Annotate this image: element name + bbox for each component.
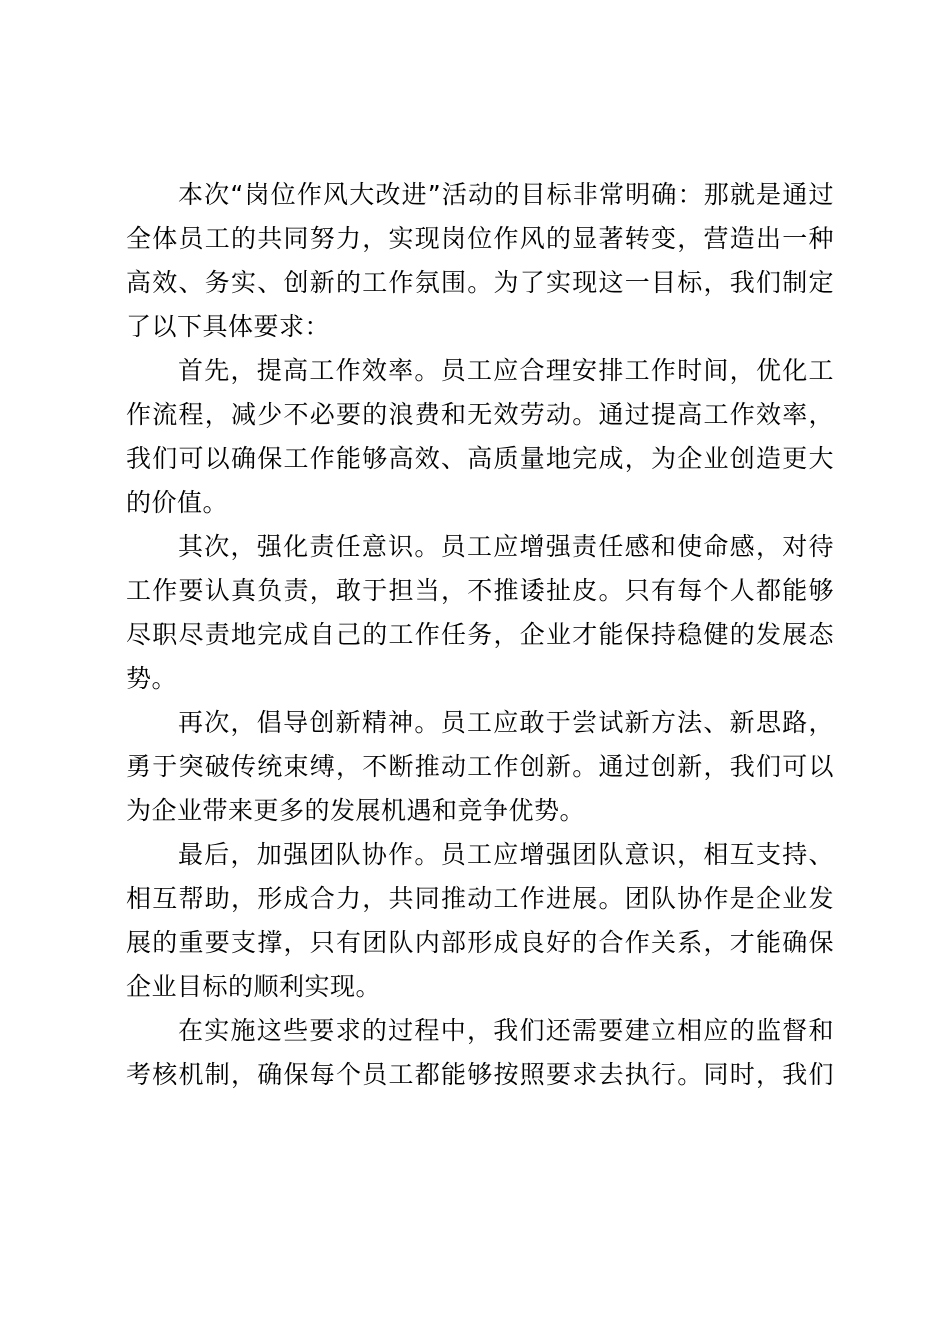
paragraph-implementation: [126, 1009, 834, 1097]
paragraph-line: 本次“岗位作风大改进”活动的目标非常明确：那就是通过: [178, 180, 834, 209]
paragraph-line: 在实施这些要求的过程中，我们还需要建立相应的监督和: [178, 1016, 834, 1045]
paragraph-innovation: [126, 701, 834, 833]
paragraph-line: 首先，提高工作效率。员工应合理安排工作时间，优化工: [178, 356, 834, 385]
paragraph-responsibility: [126, 525, 834, 701]
paragraph-line: 再次，倡导创新精神。员工应敢于尝试新方法、新思路，: [178, 708, 834, 737]
paragraph-line: 尽职尽责地完成自己的工作任务，企业才能保持稳健的发展态: [126, 620, 834, 649]
paragraph-line: 最后，加强团队协作。员工应增强团队意识，相互支持、: [178, 840, 834, 869]
paragraph-line: 作流程，减少不必要的浪费和无效劳动。通过提高工作效率，: [126, 400, 834, 429]
document-body: [126, 173, 834, 1097]
paragraph-goal: [126, 173, 834, 349]
paragraph-line: 了以下具体要求：: [126, 312, 331, 341]
paragraph-line: 考核机制，确保每个员工都能够按照要求去执行。同时，我们: [126, 1060, 834, 1089]
paragraph-efficiency: [126, 349, 834, 525]
paragraph-line: 我们可以确保工作能够高效、高质量地完成，为企业创造更大: [126, 444, 834, 473]
paragraph-line: 的价值。: [126, 488, 229, 517]
paragraph-line: 展的重要支撑，只有团队内部形成良好的合作关系，才能确保: [126, 928, 834, 957]
paragraph-line: 势。: [126, 664, 178, 693]
paragraph-line: 高效、务实、创新的工作氛围。为了实现这一目标，我们制定: [126, 268, 834, 297]
paragraph-line: 勇于突破传统束缚，不断推动工作创新。通过创新，我们可以: [126, 752, 834, 781]
paragraph-line: 为企业带来更多的发展机遇和竞争优势。: [126, 796, 586, 825]
paragraph-line: 相互帮助，形成合力，共同推动工作进展。团队协作是企业发: [126, 884, 834, 913]
paragraph-line: 全体员工的共同努力，实现岗位作风的显著转变，营造出一种: [126, 224, 834, 253]
paragraph-line: 其次，强化责任意识。员工应增强责任感和使命感，对待: [178, 532, 834, 561]
paragraph-line: 企业目标的顺利实现。: [126, 972, 382, 1001]
paragraph-line: 工作要认真负责，敢于担当，不推诿扯皮。只有每个人都能够: [126, 576, 834, 605]
paragraph-teamwork: [126, 833, 834, 1009]
